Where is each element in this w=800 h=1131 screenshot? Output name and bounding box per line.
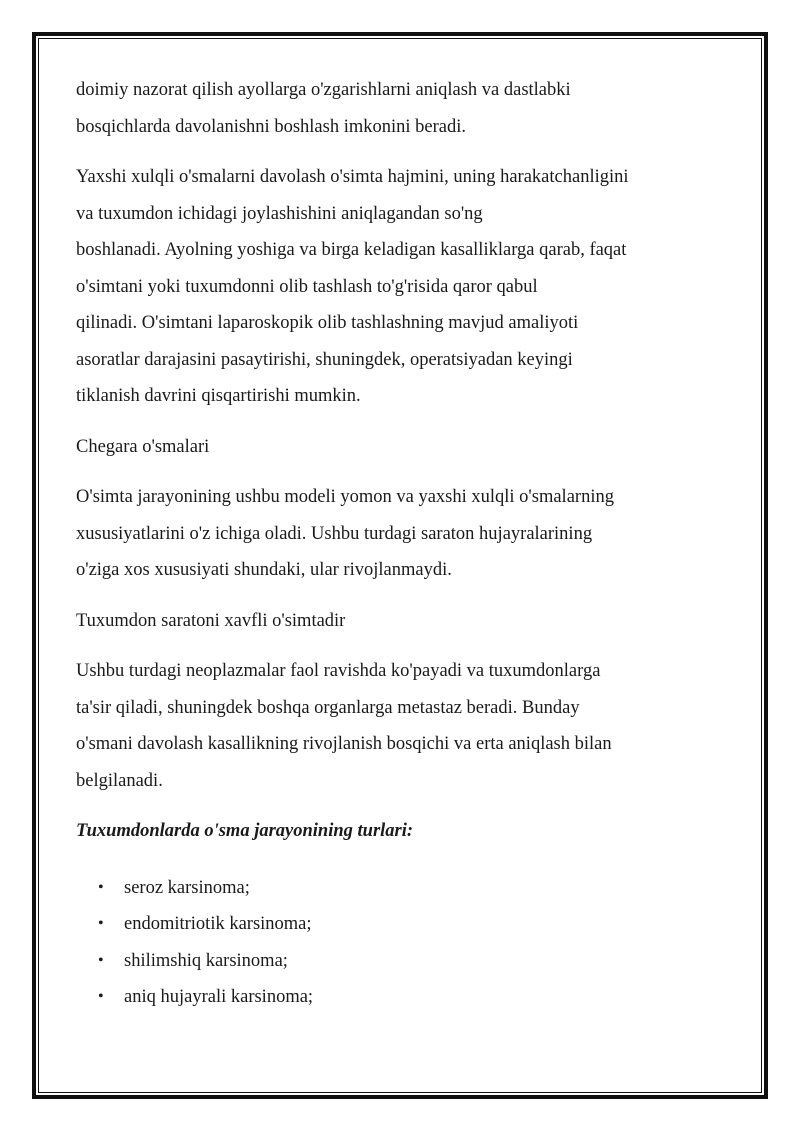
text-line: doimiy nazorat qilish ayollarga o'zgarishlarni aniqlash va dastlabki [76, 80, 571, 100]
text-line: belgilanadi. [76, 770, 163, 791]
text-line: asoratlar darajasini pasaytirishi, shuningdek, operatsiyadan keyingi [76, 349, 573, 370]
text-line: tiklanish davrini qisqartirishi mumkin. [76, 386, 361, 406]
list-item [76, 979, 736, 1016]
heading-cancer: Tuxumdon saratoni xavfli o'simtadir [76, 610, 346, 631]
list-item [76, 870, 736, 907]
text-line: qilinadi. O'simtani laparoskopik olib tashlashning mavjud amaliyoti [76, 313, 579, 333]
bullet-icon: • [98, 878, 104, 896]
paragraph-monitoring [76, 72, 736, 145]
paragraph-borderline [76, 479, 736, 589]
text-line: Yaxshi xulqli o'smalarni davolash o'simta hajmini, uning harakatchanligini [76, 167, 629, 187]
bullet-icon: • [98, 988, 104, 1005]
list-item [76, 943, 736, 980]
list-item-text: endomitriotik karsinoma; [124, 914, 312, 934]
text-line: o'ziga xos xususiyati shundaki, ular rivojlanmaydi. [76, 560, 452, 580]
list-item [76, 906, 736, 943]
types-list [76, 870, 736, 1016]
heading-borderline: Chegara o'smalari [76, 436, 210, 457]
text-line: o'smani davolash kasallikning rivojlanish bosqichi va erta aniqlash bilan [76, 734, 612, 754]
text-line: boshlanadi. Ayolning yoshiga va birga keladigan kasalliklarga qarab, faqat [76, 240, 627, 260]
text-line: O'simta jarayonining ushbu modeli yomon va yaxshi xulqli o'smalarning [76, 487, 614, 507]
list-item-text: aniq hujayrali karsinoma; [124, 987, 314, 1007]
text-line: Ushbu turdagi neoplazmalar faol ravishda ko'payadi va tuxumdonlarga [76, 661, 601, 681]
text-line: xususiyatlarini o'z ichiga oladi. Ushbu turdagi saraton hujayralarining [76, 523, 593, 544]
bullet-icon: • [98, 915, 104, 932]
paragraph-cancer [76, 653, 736, 799]
text-line: bosqichlarda davolanishni boshlash imkonini beradi. [76, 116, 466, 137]
bullet-icon: • [98, 951, 104, 969]
text-line: ta'sir qiladi, shuningdek boshqa organlarga metastaz beradi. Bunday [76, 697, 580, 718]
document-body [76, 72, 736, 1016]
list-item-text: shilimshiq karsinoma; [124, 950, 288, 971]
subheading-types: Tuxumdonlarda o'sma jarayonining turlari: [76, 821, 414, 841]
text-line: o'simtani yoki tuxumdonni olib tashlash to'g'risida qaror qabul [76, 276, 538, 297]
paragraph-benign-treatment [76, 159, 736, 415]
list-item-text: seroz karsinoma; [124, 877, 250, 898]
text-line: va tuxumdon ichidagi joylashishini aniqlagandan so'ng [76, 203, 483, 224]
